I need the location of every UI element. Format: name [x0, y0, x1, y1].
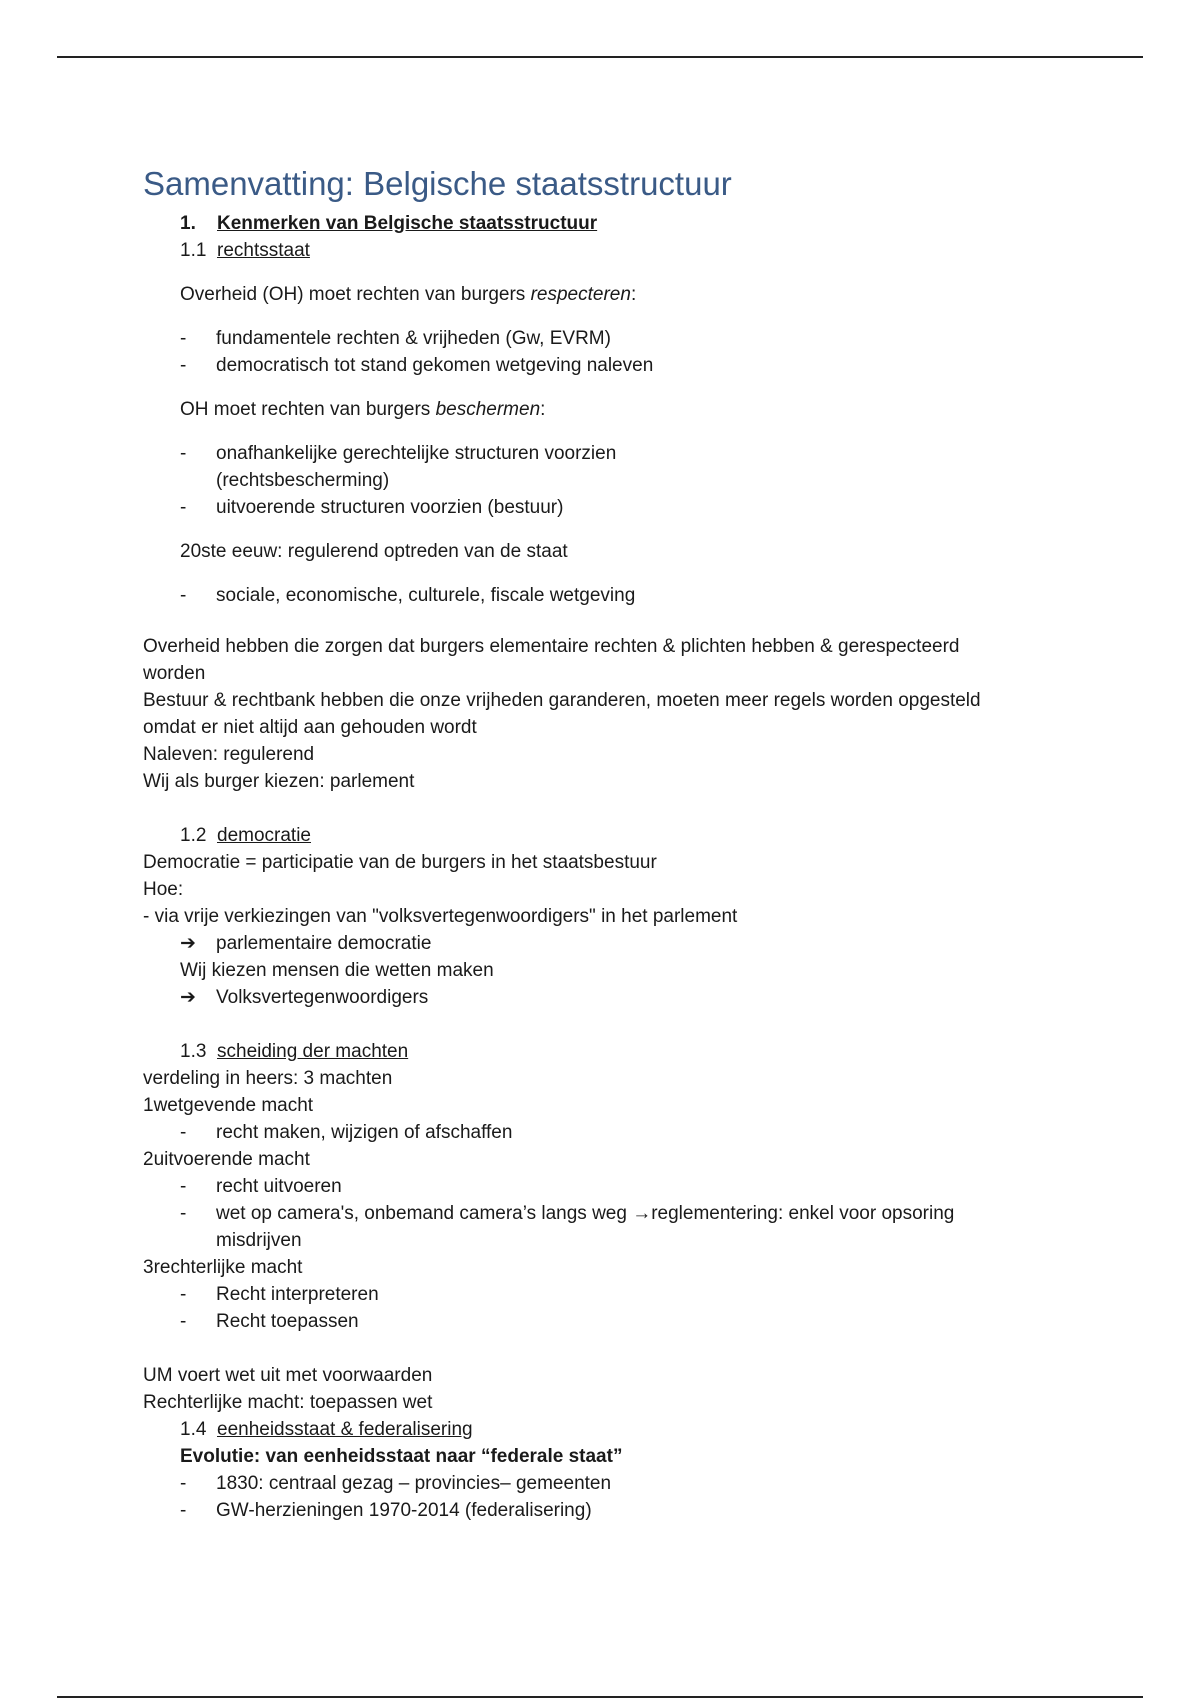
text-line: 1wetgevende macht: [143, 1095, 314, 1116]
text-line: UM voert wet uit met voorwaarden: [143, 1365, 433, 1386]
note-line: worden: [143, 663, 206, 684]
text-line: 2uitvoerende macht: [143, 1149, 310, 1170]
section-1-4-number: 1.4: [180, 1419, 207, 1440]
text: Volksvertegenwoordigers: [216, 987, 429, 1008]
text-line: - via vrije verkiezingen van "volksvertegenwoordigers" in het parlement: [143, 906, 738, 927]
text: :: [540, 399, 546, 420]
text: :: [630, 284, 637, 305]
section-1-title: Kenmerken van Belgische staatsstructuur: [217, 213, 598, 234]
section-1-1-title: rechtsstaat: [217, 240, 310, 261]
footer-rule: [57, 1696, 1143, 1698]
list-item: - recht maken, wijzigen of afschaffen: [143, 1119, 1063, 1146]
section-1-3-heading: [143, 1038, 1063, 1065]
note-line: Overheid hebben die zorgen dat burgers elementaire rechten & plichten hebben & gerespecteerd: [143, 636, 960, 657]
subheading-evolutie: Evolutie: van eenheidsstaat naar “federale staat”: [180, 1446, 623, 1467]
section-1-3-number: 1.3: [180, 1041, 207, 1062]
note-line: Wij als burger kiezen: parlement: [143, 771, 415, 792]
section-1-4-title: eenheidsstaat & federalisering: [217, 1419, 473, 1440]
text-line: Wij kiezen mensen die wetten maken: [180, 960, 494, 981]
paragraph-respecteren: [143, 281, 1063, 308]
list-item: [143, 440, 1063, 494]
section-1-2-title: democratie: [217, 825, 311, 846]
text-line: 3rechterlijke macht: [143, 1257, 303, 1278]
text: Overheid (OH) moet rechten van burgers: [180, 284, 531, 305]
text: wet op camera's, onbemand camera’s langs weg →reglementering: enkel voor opsoring: [216, 1203, 955, 1224]
note-line: Bestuur & rechtbank hebben die onze vrijheden garanderen, moeten meer regels worden opgesteld: [143, 690, 981, 711]
document-body: [143, 160, 1063, 1524]
list-item: - democratisch tot stand gekomen wetgeving naleven: [143, 352, 1063, 379]
section-1-3-title: scheiding der machten: [217, 1041, 409, 1062]
section-1-2-number: 1.2: [180, 825, 207, 846]
note-line: Naleven: regulerend: [143, 744, 315, 765]
arrow-icon: ➔: [180, 933, 196, 954]
list-item: [143, 1200, 1063, 1254]
spacer: [143, 1335, 1063, 1362]
list-item: - fundamentele rechten & vrijheden (Gw, EVRM): [143, 325, 1063, 352]
text: OH moet rechten van burgers: [180, 399, 436, 420]
section-1-4-heading: [143, 1416, 1063, 1443]
text-line: Rechterlijke macht: toepassen wet: [143, 1392, 433, 1413]
emphasis: beschermen: [435, 399, 541, 420]
list-item: - uitvoerende structuren voorzien (bestuur): [143, 494, 1063, 521]
text: parlementaire democratie: [216, 933, 432, 954]
text-line: Hoe:: [143, 879, 184, 900]
notes-block: [143, 633, 1063, 795]
list-item: - Recht toepassen: [143, 1308, 1063, 1335]
arrow-item: [143, 930, 1063, 957]
arrow-icon: ➔: [180, 987, 196, 1008]
list-item: - Recht interpreteren: [143, 1281, 1063, 1308]
text-line: Democratie = participatie van de burgers in het staatsbestuur: [143, 852, 657, 873]
list-item: - 1830: centraal gezag – provincies– gemeenten: [143, 1470, 1063, 1497]
section-1-1-heading: [143, 237, 1063, 264]
document-title: Samenvatting: Belgische staatsstructuur: [143, 165, 732, 202]
section-1-number: 1.: [180, 213, 196, 234]
spacer: [143, 1011, 1063, 1038]
paragraph-20ste-eeuw: 20ste eeuw: regulerend optreden van de staat: [180, 541, 568, 562]
list-item: - sociale, economische, culturele, fiscale wetgeving: [143, 582, 1063, 609]
section-1-2-heading: [143, 822, 1063, 849]
spacer: [143, 795, 1063, 822]
emphasis: respecteren: [530, 284, 631, 305]
text: misdrijven: [216, 1230, 302, 1251]
arrow-item: [143, 984, 1063, 1011]
list-item: - recht uitvoeren: [143, 1173, 1063, 1200]
section-1-1-number: 1.1: [180, 240, 207, 261]
text: onafhankelijke gerechtelijke structuren voorzien: [216, 443, 617, 464]
paragraph-beschermen: [143, 396, 1063, 423]
text: (rechtsbescherming): [216, 470, 390, 491]
list-item: - GW-herzieningen 1970-2014 (federalisering): [143, 1497, 1063, 1524]
section-1-heading: [143, 210, 1063, 237]
text-line: verdeling in heers: 3 machten: [143, 1068, 393, 1089]
header-rule: [57, 56, 1143, 58]
note-line: omdat er niet altijd aan gehouden wordt: [143, 717, 477, 738]
